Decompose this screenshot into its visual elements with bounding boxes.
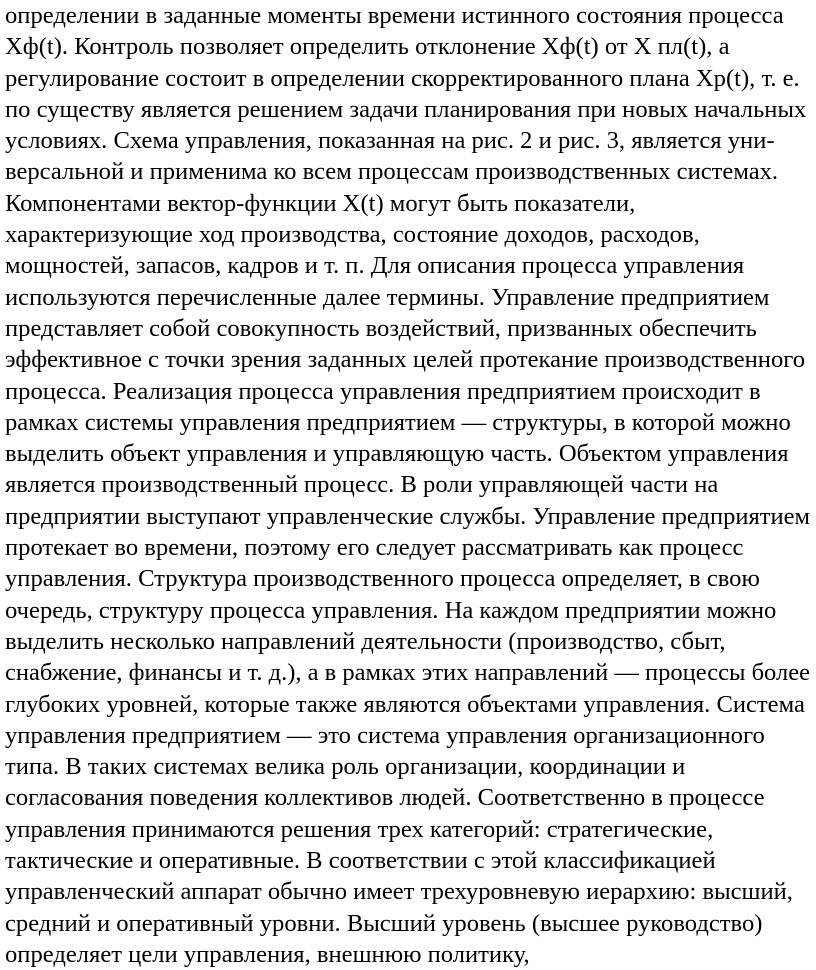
text-line: очередь, структуру процесса управления. На каждом предприятии можно bbox=[5, 596, 777, 624]
text-line: версальной и применима ко всем процессам производственных системах. bbox=[5, 158, 779, 186]
text-line: определяет цели управления, внешнюю политику, bbox=[5, 940, 530, 968]
text-line: выделить несколько направлений деятельности (производство, сбыт, bbox=[5, 627, 726, 655]
text-line: эффективное с точки зрения заданных целей протекание производственного bbox=[5, 346, 806, 374]
text-line: управления. Структура производственного процесса определяет, в свою bbox=[5, 565, 760, 593]
text-line: рамках системы управления предприятием — структуры, в которой можно bbox=[5, 408, 791, 436]
text-line: предприятии выступают управленческие службы. Управление предприятием bbox=[5, 502, 811, 530]
text-line: является производственный процесс. В роли управляющей части на bbox=[5, 471, 719, 499]
text-line: управления предприятием — это система управления организационного bbox=[5, 721, 765, 749]
text-line: глубоких уровней, которые также являются объектами управления. Система bbox=[5, 690, 805, 718]
text-line: определении в заданные моменты времени истинного состояния процесса bbox=[5, 2, 784, 29]
text-line: средний и оперативный уровни. Высший уровень (высшее руководство) bbox=[5, 909, 763, 937]
text-line: мощностей, запасов, кадров и т. п. Для описания процесса управления bbox=[5, 252, 745, 280]
text-line: представляет собой совокупность воздействий, призванных обеспечить bbox=[5, 314, 757, 342]
text-line: согласования поведения коллективов людей. Соответственно в процессе bbox=[5, 784, 765, 812]
text-line: выделить объект управления и управляющую часть. Объектом управления bbox=[5, 440, 789, 468]
text-line: процесса. Реализация процесса управления предприятием происходит в bbox=[5, 377, 761, 405]
text-line: Хф(t). Контроль позволяет определить отклонение Хф(t) от X пл(t), а bbox=[5, 33, 730, 61]
text-line: используются перечисленные далее термины. Управление предприятием bbox=[5, 283, 770, 311]
text-line: по существу является решением задачи планирования при новых начальных bbox=[5, 95, 807, 123]
text-line: характеризующие ход производства, состояние доходов, расходов, bbox=[5, 221, 700, 249]
text-line: тактические и оперативные. В соответствии с этой классификацией bbox=[5, 847, 716, 875]
text-line: регулирование состоит в определении скорректированного плана Хр(t), т. е. bbox=[5, 64, 800, 92]
text-line: условиях. Схема управления, показанная на рис. 2 и рис. 3, является уни- bbox=[5, 127, 775, 155]
text-line: снабжение, финансы и т. д.), а в рамках этих направлений — процессы более bbox=[5, 659, 810, 687]
text-line: типа. В таких системах велика роль организации, координации и bbox=[5, 753, 686, 781]
text-line: протекает во времени, поэтому его следует рассматривать как процесс bbox=[5, 534, 744, 562]
text-line: управленческий аппарат обычно имеет трехуровневую иерархию: высший, bbox=[5, 878, 793, 906]
text-line: Компонентами вектор-функции X(t) могут быть показатели, bbox=[5, 189, 636, 217]
text-line: управления принимаются решения трех категорий: стратегические, bbox=[5, 815, 714, 843]
body-text bbox=[5, 0, 810, 970]
